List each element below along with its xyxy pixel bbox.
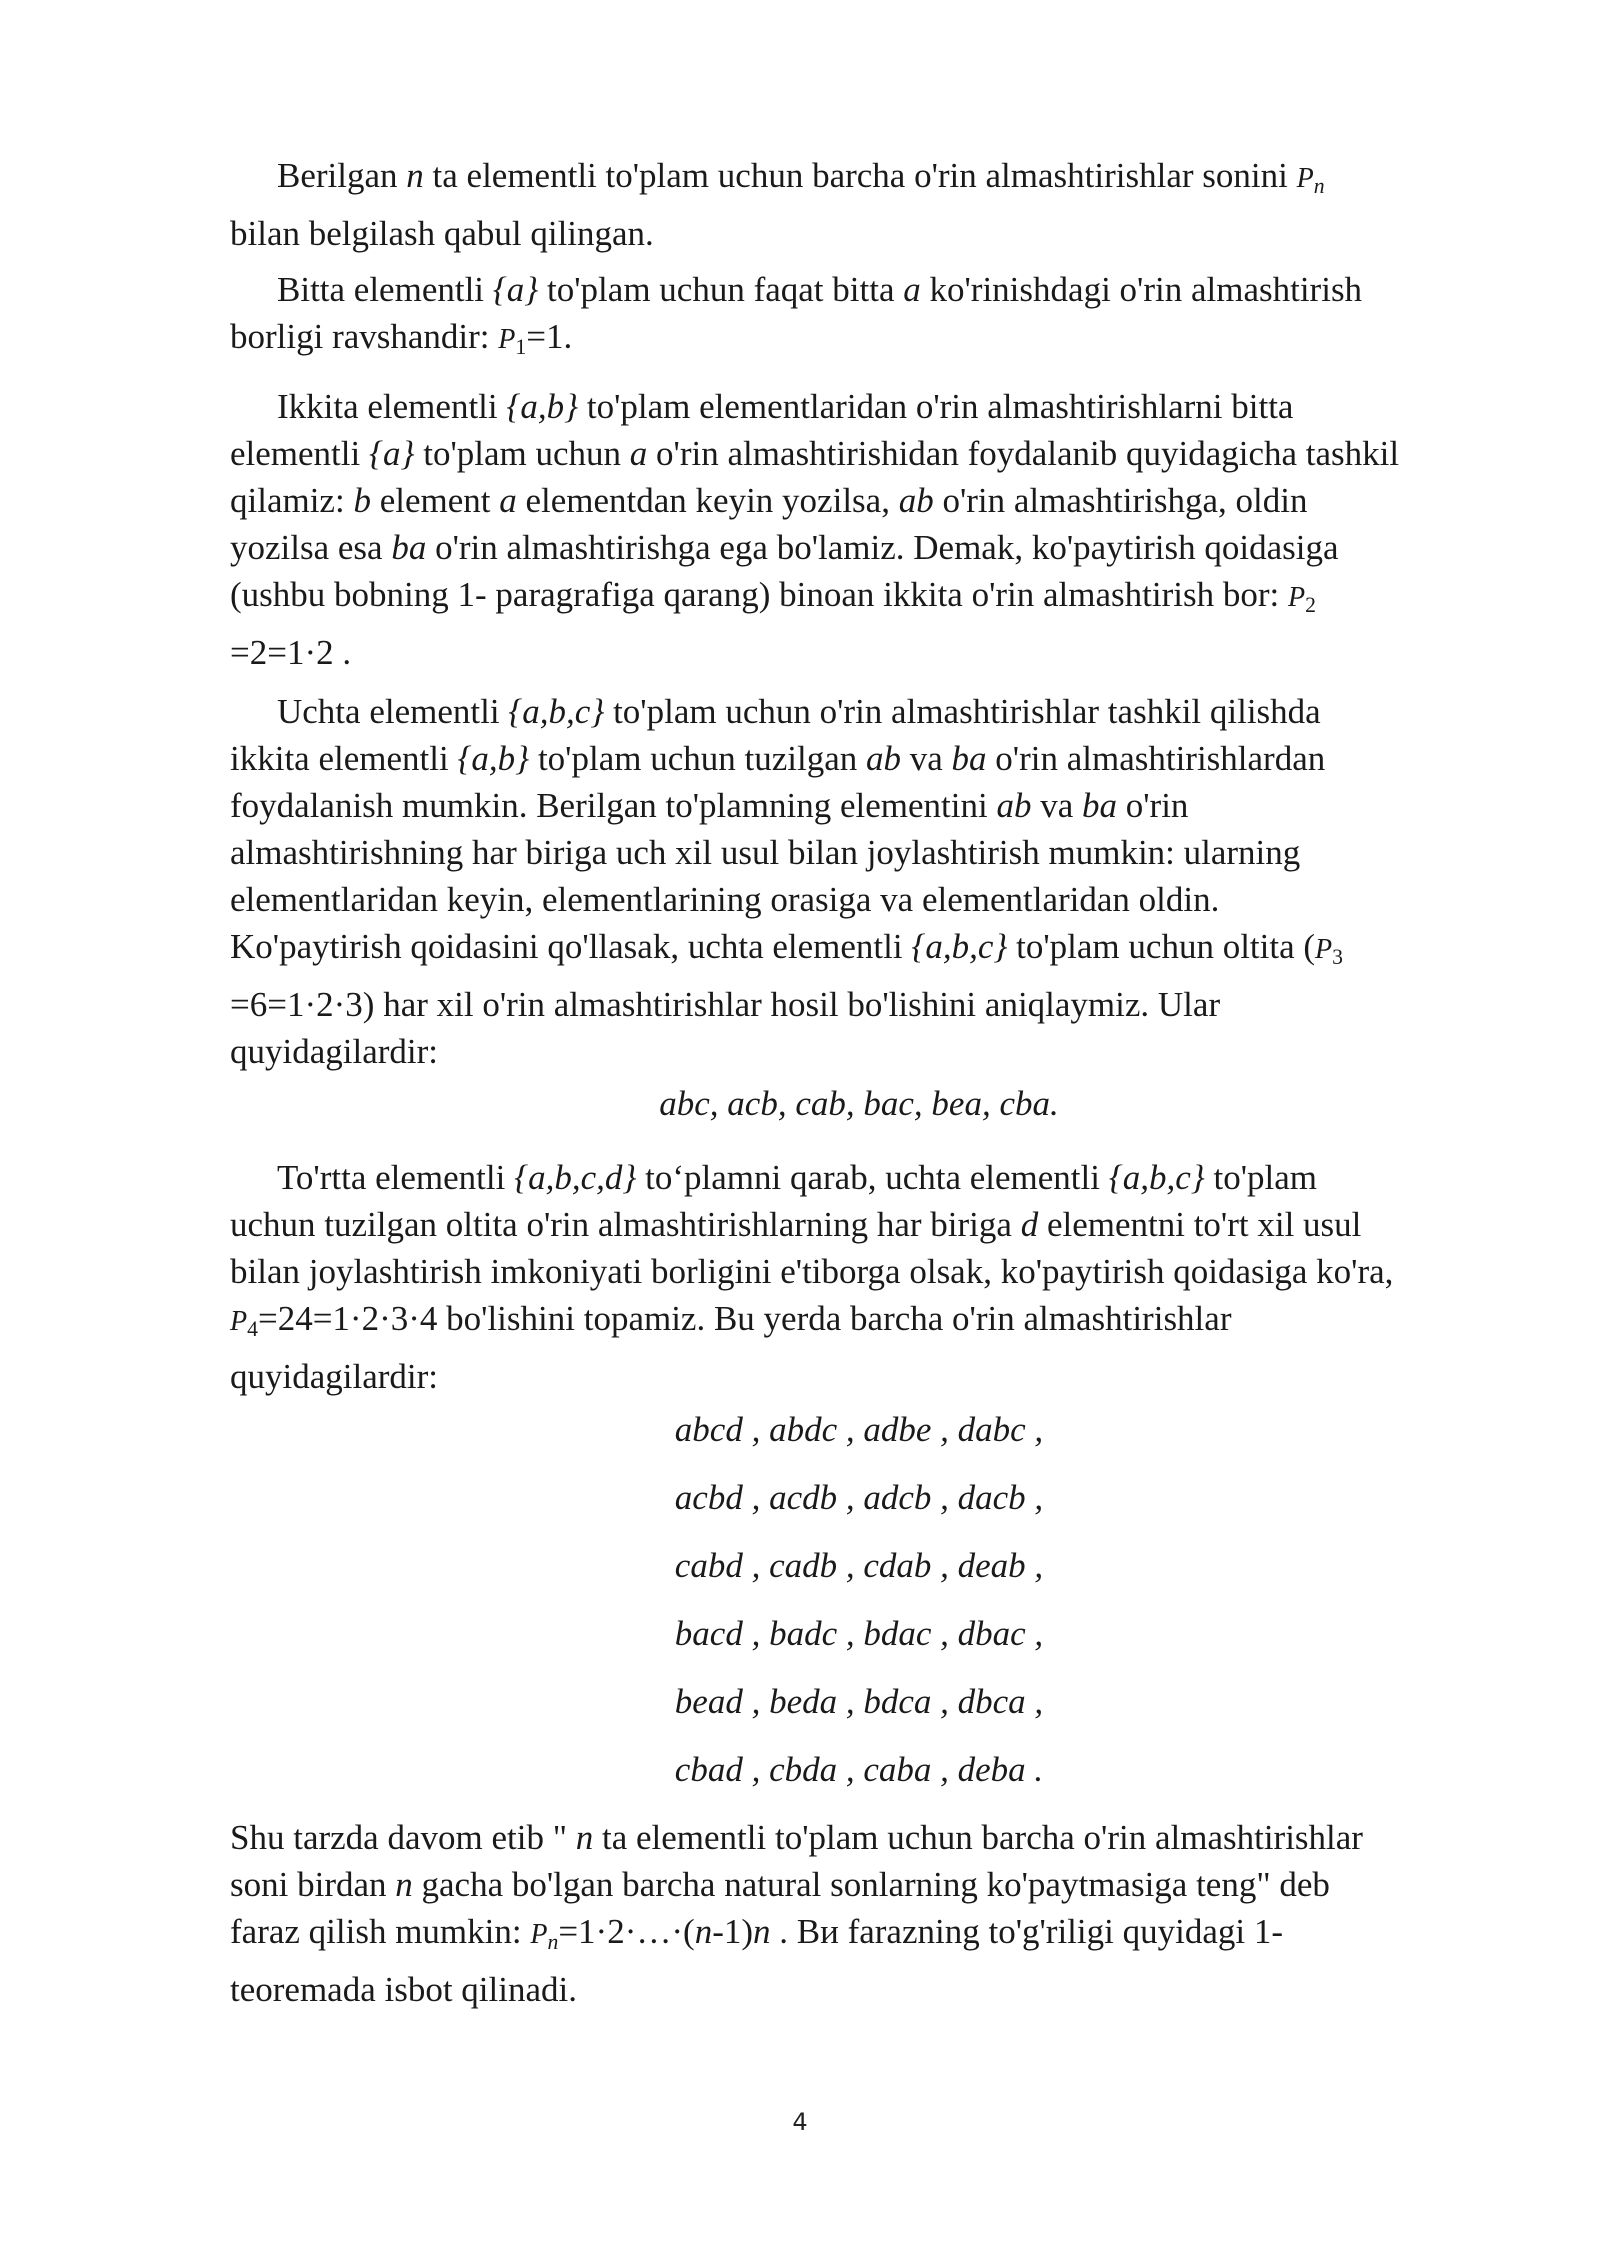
permutation-row: cbad , cbda , caba , deba . [674, 1750, 1044, 1789]
paragraph-3-line-5: (ushbu bobning 1- paragrafiga qarang) binoan ikkita o'rin almashtirish bor: P2 [230, 575, 1316, 618]
permutation-ab: ab [996, 786, 1032, 825]
symbol-p: P [1296, 163, 1314, 194]
paragraph-5-line-5: quyidagilardir: [230, 1357, 439, 1397]
permutation-ba: ba [1082, 786, 1117, 825]
paragraph-2-line-1: Bitta elementli {a} to'plam uchun faqat bitta a ko'rinishdagi o'rin almashtirish [277, 270, 1363, 309]
symbol-p: P [1315, 934, 1333, 965]
paragraph-1-line-2: bilan belgilash qabul qilingan. [230, 214, 654, 254]
variable-n: n [395, 1865, 413, 1904]
subscript-n: n [1313, 174, 1325, 199]
permutation-row: bacd , badc , bdac , dbac , [674, 1614, 1044, 1653]
paragraph-6-line-4: teoremada isbot qilinadi. [230, 1970, 577, 2010]
paragraph-4-line-6: Ko'paytirish qoidasini qo'llasak, uchta elementli {a,b,c} to'plam uchun oltita (P3 [230, 927, 1343, 970]
set-notation: {a,b} [506, 387, 579, 426]
paragraph-4-line-5: elementlaridan keyin, elementlarining orasiga va elementlaridan oldin. [230, 880, 1220, 919]
variable-b: b [353, 481, 371, 520]
variable-n: n [575, 1818, 594, 1857]
paragraph-4-line-8: quyidagilardir: [230, 1032, 439, 1072]
permutations-3-line: abc, acb, cab, bac, bea, cba. [659, 1084, 1059, 1123]
paragraph-3 [230, 383, 1500, 676]
variable-a: a [903, 270, 921, 309]
paragraph-2 [230, 266, 1500, 371]
subscript-3: 3 [1332, 945, 1343, 970]
paragraph-5-line-2: uchun tuzilgan oltita o'rin almashtirishlarning har biriga d elementni to'rt xil usul [230, 1205, 1362, 1244]
paragraph-5-line-1: To'rtta elementli {a,b,c,d} to‘plamni qarab, uchta elementli {a,b,c} to'plam [277, 1158, 1318, 1197]
permutation-ab: ab [898, 481, 934, 520]
permutation-ba: ba [391, 528, 427, 567]
subscript-4: 4 [247, 1317, 258, 1342]
variable-d: d [1020, 1205, 1039, 1244]
symbol-p: P [498, 324, 516, 355]
paragraph-4-line-3: foydalanish mumkin. Berilgan to'plamning elementini ab va ba o'rin [230, 786, 1189, 825]
set-notation: {a,b,c} [1108, 1158, 1205, 1197]
paragraph-6-line-3: faraz qilish mumkin: $P_n=1\cdot 2\cdot\dots\cdot(n-1)n$ . Ви farazning to'g'riligi quyidagi 1- [230, 1912, 1283, 1955]
permutation-row: cabd , cadb , cdab , deab , [674, 1546, 1044, 1585]
paragraph-1 [230, 152, 1500, 257]
paragraph-6-line-2: soni birdan n gacha bo'lgan barcha natural sonlarning ko'paytmasiga teng" deb [230, 1865, 1330, 1904]
paragraph-6-line-1: Shu tarzda davom etib " n ta elementli to'plam uchun barcha o'rin almashtirishlar [230, 1818, 1363, 1857]
paragraph-3-line-4: yozilsa esa ba o'rin almashtirishga ega bo'lamiz. Demak, ko'paytirish qoidasiga [230, 528, 1339, 567]
subscript-2: 2 [1305, 593, 1316, 618]
paragraph-4-line-1: Uchta elementli {a,b,c} to'plam uchun o'rin almashtirishlar tashkil qilishda [277, 692, 1321, 731]
paragraph-2-line-2: borligi ravshandir: P1=1. [230, 317, 573, 360]
subscript-n: n [547, 1930, 559, 1955]
paragraph-3-line-2: elementli {a} to'plam uchun a o'rin almashtirishidan foydalanib quyidagicha tashkil [230, 434, 1400, 473]
set-notation: {a,b,c} [508, 692, 605, 731]
variable-a: a [629, 434, 648, 473]
paragraph-4 [230, 688, 1500, 1075]
set-notation: {a} [368, 434, 415, 473]
paragraph-4-line-4: almashtirishning har biriga uch xil usul bilan joylashtirish mumkin: ularning [230, 833, 1301, 872]
paragraph-1-line-1: Berilgan n ta elementli to'plam uchun barcha o'rin almashtirishlar sonini $P_n$ [277, 156, 1325, 199]
paragraph-5-line-4: P4=24=1·2·3·4 bo'lishini topamiz. Bu yerda barcha o'rin almashtirishlar [230, 1299, 1232, 1342]
subscript-1: 1 [515, 335, 527, 360]
set-notation: {a} [492, 270, 539, 309]
paragraph-6 [230, 1814, 1500, 2013]
paragraph-5-line-3: bilan joylashtirish imkoniyati borligini e'tiborga olsak, ko'paytirish qoidasiga ko'ra, [230, 1252, 1394, 1291]
paragraph-3-line-3: qilamiz: b element a elementdan keyin yozilsa, ab o'rin almashtirishga, oldin [230, 481, 1308, 520]
paragraph-3-line-1: Ikkita elementli {a,b} to'plam elementlaridan o'rin almashtirishlarni bitta [277, 387, 1294, 426]
permutation-row: bead , beda , bdca , dbca , [674, 1682, 1044, 1721]
variable-a: a [499, 481, 517, 520]
paragraph-4-line-2: ikkita elementli {a,b} to'plam uchun tuzilgan ab va ba o'rin almashtirishlardan [230, 739, 1326, 778]
variable-n: n [694, 1912, 713, 1951]
symbol-p: P [1287, 582, 1306, 613]
set-notation: {a,b} [457, 739, 530, 778]
permutation-ba: ba [951, 739, 987, 778]
symbol-p: P [230, 1306, 248, 1337]
variable-n: n [406, 156, 424, 195]
set-notation: {a,b,c} [911, 927, 1008, 966]
permutation-row: acbd , acdb , adcb , dacb , [674, 1478, 1044, 1517]
set-notation: {a,b,c,d} [514, 1158, 637, 1197]
variable-n: n [753, 1912, 771, 1951]
permutation-row: abcd , abdc , adbe , dabc , [674, 1410, 1044, 1449]
paragraph-4-line-7: =6=1·2·3) har xil o'rin almashtirishlar hosil bo'lishini aniqlaymiz. Ular [230, 985, 1221, 1025]
page-number: 4 [792, 2108, 808, 2136]
symbol-p: P [530, 1919, 548, 1950]
paragraph-5 [230, 1154, 1500, 1400]
paragraph-3-line-6: =2=1·2 . [230, 633, 352, 673]
permutation-ab: ab [865, 739, 901, 778]
